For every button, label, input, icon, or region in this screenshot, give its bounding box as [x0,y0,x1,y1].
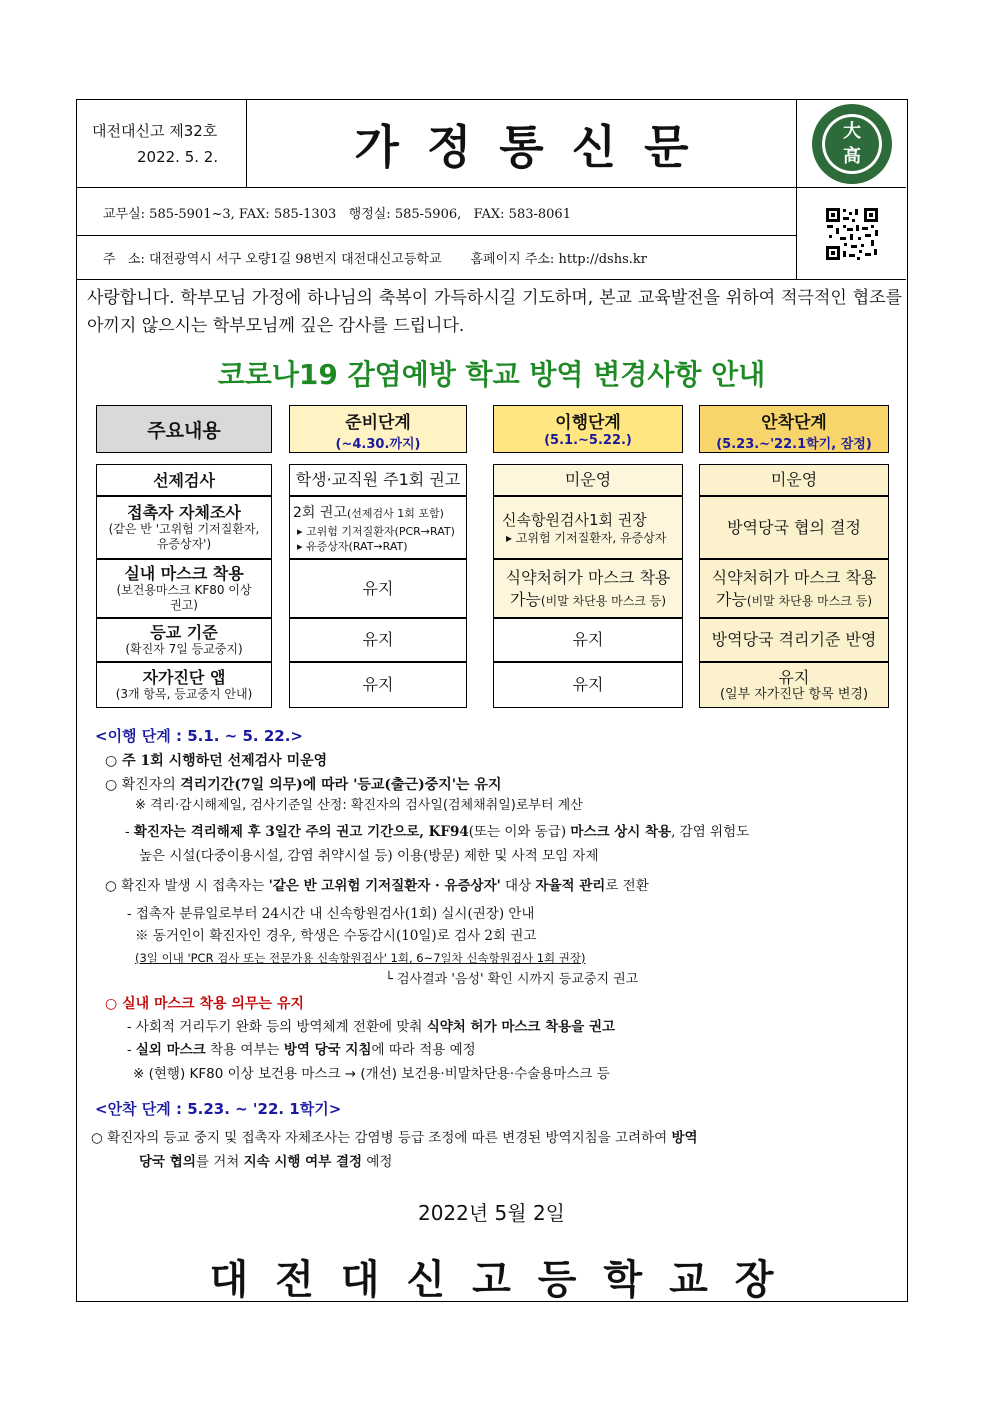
cell-r1-p2: 미운영 [493,464,683,496]
cell-r5-p2: 유지 [493,662,683,708]
cell-r5-p3: 유지 (일부 자가진단 항목 변경) [699,662,889,708]
issue-info [77,100,247,188]
issue-date: 2022. 5. 2. [137,148,219,166]
cell-r5-p1: 유지 [289,662,467,708]
qr-code-icon [825,207,879,261]
body-line: - 실외 마스크 착용 여부는 방역 당국 지침에 따라 적용 예정 [127,1042,476,1058]
phase-header-settlement: 안착단계 (5.23.~'22.1학기, 잠정) [699,405,889,453]
body-note: └ 검사결과 '음성' 확인 시까지 등교중지 권고 [385,972,639,987]
phase-header-label: 주요내용 [96,405,272,453]
section-title-settlement: <안착 단계 : 5.23. ~ '22. 1학기> [95,1100,342,1118]
body-line: - 사회적 거리두기 완화 등의 방역체계 전환에 맞춰 식약처 허가 마스크 착용을 권고 [127,1019,616,1035]
body-line: ○ 주 1회 시행하던 선제검사 미운영 [105,753,328,769]
body-line: - 접촉자 분류일로부터 24시간 내 신속항원검사(1회) 실시(권장) 안내 [127,906,535,922]
body-note: ※ 동거인이 확진자인 경우, 학생은 수동감시(10일)로 검사 2회 권고 [135,928,537,944]
body-line: ○ 확진자의 등교 중지 및 접촉자 자체조사는 감염병 등급 조정에 따른 변경된 방역지침을 고려하여 방역 [91,1130,698,1146]
page-title-cell [247,100,797,188]
document-frame [76,99,908,1302]
cell-r2-p3: 방역당국 협의 결정 [699,496,889,559]
body-note: ※ 격리·감시해제일, 검사기준일 산정: 확진자의 검사일(검체채취일)로부터 계산 [135,798,583,813]
cell-r3-p1: 유지 [289,559,467,618]
document-date: 2022년 5월 2일 [417,1201,566,1225]
body-line: ○ 확진자의 격리기간(7일 의무)에 따라 '등교(출근)중지'는 유지 [105,777,502,793]
svg-text:大: 大 [842,120,861,142]
phase-header-transition: 이행단계 (5.1.~5.22.) [493,405,683,453]
cell-r3-p3: 식약처허가 마스크 착용 가능(비말 차단용 마스크 등) [699,559,889,618]
notice-title: 코로나19 감염예방 학교 방역 변경사항 안내 [217,358,766,391]
cell-r1-p1: 학생·교직원 주1회 권고 [289,464,467,496]
cell-r4-p2: 유지 [493,618,683,662]
greeting-text: 사랑합니다. 학부모님 가정에 하나님의 축복이 가득하시길 기도하며, 본교 교육발전을 위하여 적극적인 협조를 아끼지 않으시는 학부모님께 깊은 감사를 드립니다. [87,288,902,336]
row-label-attendance-criteria: 등교 기준 (확진자 7일 등교중지) [96,618,272,662]
cell-r1-p3: 미운영 [699,464,889,496]
office-contact: 교무실: 585-5901~3, FAX: 585-1303 행정실: 585-5906, FAX: 583-8061 [77,188,797,236]
issue-number: 대전대신고 제32호 [92,122,218,140]
body-line: - 확진자는 격리해제 후 3일간 주의 권고 기간으로, KF94(또는 이와 동급) 마스크 상시 착용, 감염 위험도 [125,824,750,840]
cell-r4-p1: 유지 [289,618,467,662]
row-label-self-check-app: 자가진단 앱 (3개 항목, 등교중지 안내) [96,662,272,708]
school-logo [797,100,906,188]
body-line: ○ 확진자 발생 시 접촉자는 '같은 반 고위험 기저질환자 · 유증상자' 대상 자율적 관리로 전환 [105,878,649,894]
cell-r2-p1: 2회 권고(선제검사 1회 포함) ▸ 고위험 기저질환자(PCR→RAT) ▸ 유증상자(RAT→RAT) [289,496,467,559]
svg-text:高: 高 [842,145,861,167]
cell-r2-p2: 신속항원검사1회 권장 ▸ 고위험 기저질환자, 유증상자 [493,496,683,559]
school-address: 주 소: 대전광역시 서구 오량1길 98번지 대전대신고등학교 홈페이지 주소: http://dshs.kr [77,236,797,280]
body-note: ※ (현행) KF80 이상 보건용 마스크 → (개선) 보건용·비말차단용·수술용마스크 등 [133,1066,610,1082]
row-label-contact-survey: 접촉자 자체조사 (같은 반 '고위험 기저질환자, 유증상자') [96,496,272,559]
qr-code[interactable] [797,188,906,280]
page-title: 가정통신문 [354,119,717,174]
row-label-indoor-mask: 실내 마스크 착용 (보건용마스크 KF80 이상 권고) [96,559,272,618]
phase-header-preparation: 준비단계 (~4.30.까지) [289,405,467,453]
body-line: 당국 협의를 거쳐 지속 시행 여부 결정 예정 [139,1154,393,1170]
body-note: (3일 이내 'PCR 검사 또는 전문가용 신속항원검사' 1회, 6~7일차 신속항원검사 1회 권장) [135,951,586,965]
section-title-transition: <이행 단계 : 5.1. ~ 5. 22.> [95,727,303,745]
principal-signature: 대전대신고등학교장 [209,1256,801,1303]
body-line-mask-duty: ○ 실내 마스크 착용 의무는 유지 [105,996,304,1012]
body-line: 높은 시설(다중이용시설, 감염 취약시설 등) 이용(방문) 제한 및 사적 모임 자제 [139,848,599,864]
row-label-preemptive-test: 선제검사 [96,464,272,496]
cell-r4-p3: 방역당국 격리기준 반영 [699,618,889,662]
cell-r3-p2: 식약처허가 마스크 착용 가능(비말 차단용 마스크 등) [493,559,683,618]
school-emblem-icon [810,102,894,186]
